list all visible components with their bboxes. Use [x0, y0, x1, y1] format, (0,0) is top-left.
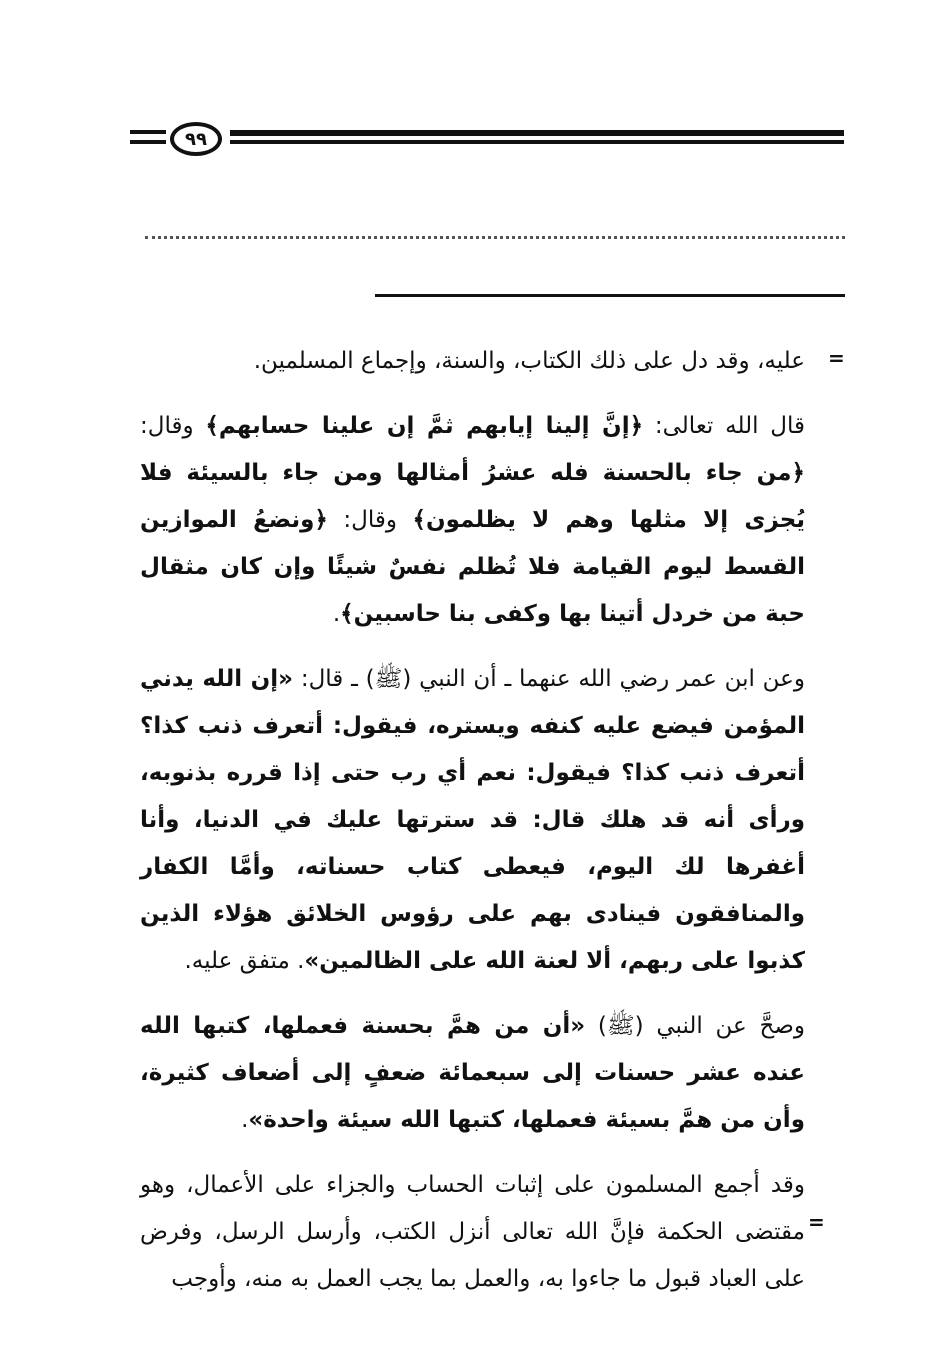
- quran-verse-2: ﴿من جاء بالحسنة فله عشرُ أمثالها ومن جاء بالسيئة فلا يُجزى إلا مثلها وهم لا يظلمون﴾: [140, 460, 805, 533]
- hadith-2: «أن من همَّ بحسنة فعملها، كتبها الله عنده عشر حسنات إلى سبعمائة ضعفٍ إلى أضعاف كثيرة، وأن من همَّ بسيئة فعملها، كتبها الله سيئة واحدة»: [140, 1013, 805, 1133]
- paragraph-2: قال الله تعالى: ﴿إنَّ إلينا إيابهم ثمَّ إن علينا حسابهم﴾ وقال: ﴿من جاء بالحسنة فله عشرُ أمثالها ومن جاء بالسيئة فلا يُجزى إلا مثلها وهم لا يظلمون﴾ وقال: ﴿ونضعُ الموازين القسط ليوم القيامة فلا تُظلم نفسٌ شيئًا وإن كان مثقال حبة من خردل أتينا بها وكفى بنا حاسبين﴾.: [140, 413, 805, 627]
- continuation-mark-top: =: [828, 346, 845, 370]
- hadith-1: «إن الله يدني المؤمن فيضع عليه كنفه ويستره، فيقول: أتعرف ذنب كذا؟ أتعرف ذنب كذا؟ فيقول: نعم أي رب حتى إذا قرره بذنوبه، ورأى أنه قد هلك قال: قد سترتها عليك في الدنيا، وأنا أغفرها لك اليوم، فيعطى كتاب حسناته، وأمَّا الكفار والمنافقون فينادى بهم على رؤوس الخلائق هؤلاء الذين كذبوا على ربهم، ألا لعنة الله على الظالمين»: [140, 666, 805, 974]
- header-rule-thin: [230, 140, 844, 144]
- paragraph-4: وصحَّ عن النبي (ﷺ) «أن من همَّ بحسنة فعملها، كتبها الله عنده عشر حسنات إلى سبعمائة ضعفٍ إلى أضعاف كثيرة، وأن من همَّ بسيئة فعملها، كتبها الله سيئة واحدة».: [140, 1013, 806, 1133]
- quran-verse-1: ﴿إنَّ إلينا إيابهم ثمَّ إن علينا حسابهم﴾: [205, 413, 644, 439]
- footnote-rule: [375, 294, 845, 297]
- paragraph-3: وعن ابن عمر رضي الله عنهما ـ أن النبي (ﷺ) ـ قال: «إن الله يدني المؤمن فيضع عليه كنفه ويستره، فيقول: أتعرف ذنب كذا؟ أتعرف ذنب كذا؟ فيقول: نعم أي رب حتى إذا قرره بذنوبه، ورأى أنه قد هلك قال: قد سترتها عليك في الدنيا، وأنا أغفرها لك اليوم، فيعطى كتاب حسناته، وأمَّا الكفار والمنافقون فينادى بهم على رؤوس الخلائق هؤلاء الذين كذبوا على ربهم، ألا لعنة الله على الظالمين». متفق عليه.: [140, 666, 806, 974]
- dotted-separator: [145, 236, 845, 239]
- page-number-badge: [170, 122, 222, 156]
- footnote-body: [140, 338, 805, 1321]
- header-rule-left-top: [130, 130, 166, 134]
- paragraph-5: وقد أجمع المسلمون على إثبات الحساب والجزاء على الأعمال، وهو مقتضى الحكمة فإنَّ الله تعالى أنزل الكتب، وأرسل الرسل، وفرض على العباد قبول ما جاءوا به، والعمل بما يجب العمل به منه، وأوجب: [140, 1172, 805, 1292]
- paragraph-1: عليه، وقد دل على ذلك الكتاب، والسنة، وإجماع المسلمين.: [253, 348, 805, 374]
- page-number: ٩٩: [185, 128, 207, 150]
- header-rule-left-bottom: [130, 140, 166, 144]
- continuation-mark-bottom: =: [808, 1210, 825, 1234]
- header-rule-thick: [230, 130, 844, 136]
- quran-verse-3: ﴿ونضعُ الموازين القسط ليوم القيامة فلا تُظلم نفسٌ شيئًا وإن كان مثقال حبة من خردل أتينا بها وكفى بنا حاسبين﴾: [140, 507, 805, 627]
- page-header: [130, 122, 844, 162]
